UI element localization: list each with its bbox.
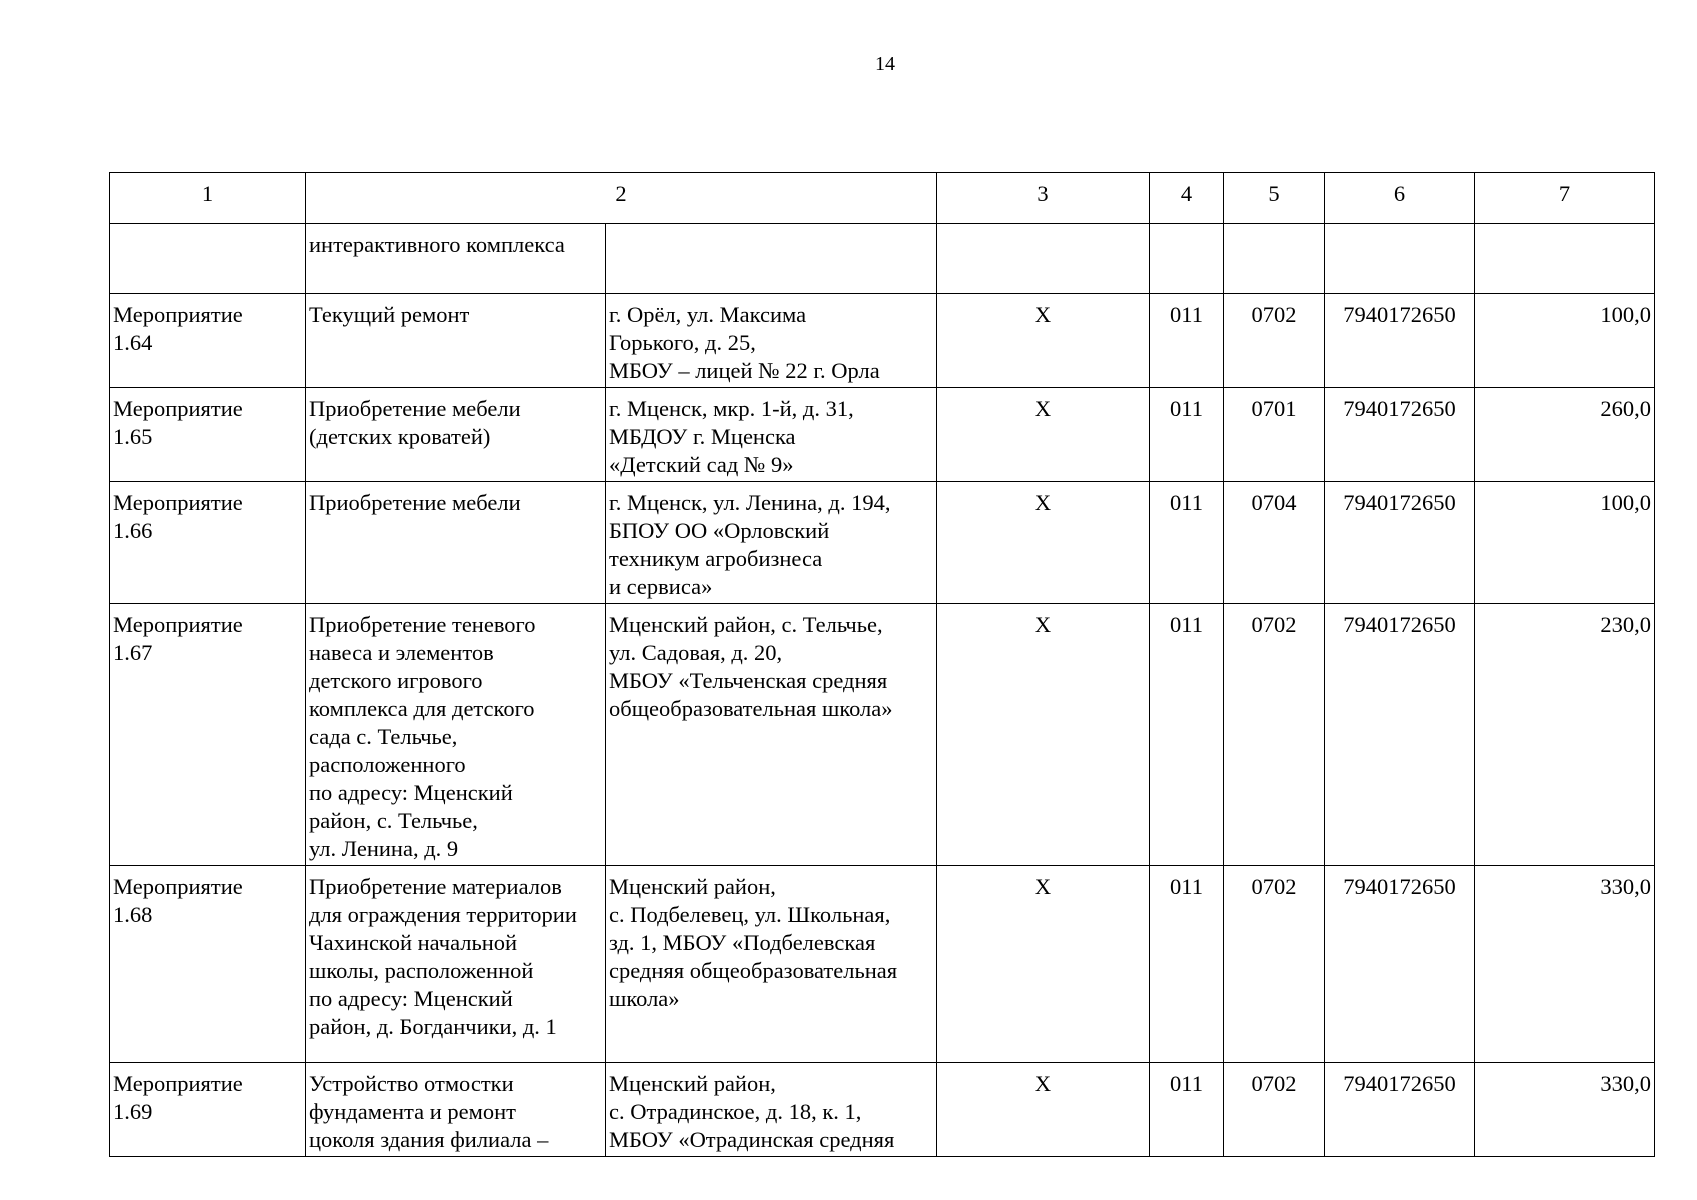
event-cell (110, 866, 306, 1063)
description-line: район, с. Тельчье, (309, 808, 478, 833)
col7-cell: 330,0 (1475, 1063, 1655, 1157)
description-cell (306, 482, 606, 604)
col3-cell: Х (937, 388, 1150, 482)
description-line: Приобретение мебели (309, 490, 521, 515)
table-row (110, 604, 1655, 866)
event-cell (110, 1063, 306, 1157)
event-cell (110, 482, 306, 604)
col7-cell: 230,0 (1475, 604, 1655, 866)
address-line: Мценский район, (609, 1071, 776, 1096)
table-row (110, 1063, 1655, 1157)
address-cell (606, 224, 937, 294)
col7-cell: 330,0 (1475, 866, 1655, 1063)
description-line: сада с. Тельчье, (309, 724, 458, 749)
description-cell (306, 604, 606, 866)
address-line: средняя общеобразовательная (609, 958, 898, 983)
col4-cell: 011 (1150, 482, 1224, 604)
address-cell (606, 482, 937, 604)
table-row (110, 294, 1655, 388)
col4-cell (1150, 224, 1224, 294)
col6-cell: 7940172650 (1325, 482, 1475, 604)
address-line: зд. 1, МБОУ «Подбелевская (609, 930, 876, 955)
col4-cell: 011 (1150, 866, 1224, 1063)
address-line: Мценский район, с. Тельчье, (609, 612, 883, 637)
description-line: по адресу: Мценский (309, 986, 513, 1011)
col7-cell (1475, 224, 1655, 294)
description-line: Текущий ремонт (309, 302, 470, 327)
address-line: с. Подбелевец, ул. Школьная, (609, 902, 891, 927)
description-line: расположенного (309, 752, 466, 777)
address-line: Горького, д. 25, (609, 330, 756, 355)
header-cell: 6 (1325, 173, 1475, 224)
col3-cell (937, 224, 1150, 294)
address-line: МБОУ «Отрадинская средняя (609, 1127, 895, 1152)
address-cell (606, 294, 937, 388)
description-line: навеса и элементов (309, 640, 494, 665)
description-line: район, д. Богданчики, д. 1 (309, 1014, 557, 1039)
event-line: 1.68 (113, 902, 153, 927)
event-line: 1.66 (113, 518, 153, 543)
description-line: Приобретение мебели (309, 396, 521, 421)
col4-cell: 011 (1150, 1063, 1224, 1157)
address-cell (606, 1063, 937, 1157)
col3-cell: Х (937, 294, 1150, 388)
description-line: (детских кроватей) (309, 424, 491, 449)
col5-cell: 0702 (1224, 1063, 1325, 1157)
col4-cell: 011 (1150, 294, 1224, 388)
continuation-row (110, 224, 1655, 294)
description-cell (306, 1063, 606, 1157)
address-cell (606, 388, 937, 482)
address-cell (606, 604, 937, 866)
budget-table (109, 172, 1655, 1157)
address-line: и сервиса» (609, 574, 713, 599)
event-cell (110, 388, 306, 482)
event-line: Мероприятие (113, 302, 243, 327)
event-line: Мероприятие (113, 874, 243, 899)
description-line: Устройство отмостки (309, 1071, 514, 1096)
address-line: Мценский район, (609, 874, 776, 899)
description-line: для ограждения территории (309, 902, 577, 927)
col4-cell: 011 (1150, 604, 1224, 866)
col6-cell: 7940172650 (1325, 604, 1475, 866)
event-line: 1.69 (113, 1099, 153, 1124)
table-row (110, 388, 1655, 482)
col5-cell: 0702 (1224, 866, 1325, 1063)
col7-cell: 100,0 (1475, 294, 1655, 388)
col5-cell (1224, 224, 1325, 294)
address-line: МБОУ «Тельченская средняя (609, 668, 888, 693)
address-line: «Детский сад № 9» (609, 452, 794, 477)
col3-cell: Х (937, 866, 1150, 1063)
col6-cell: 7940172650 (1325, 866, 1475, 1063)
header-cell: 5 (1224, 173, 1325, 224)
description-line: детского игрового (309, 668, 483, 693)
event-line: 1.67 (113, 640, 153, 665)
address-line: общеобразовательная школа» (609, 696, 893, 721)
address-line: БПОУ ОО «Орловский (609, 518, 830, 543)
description-line: Чахинской начальной (309, 930, 518, 955)
event-line: Мероприятие (113, 490, 243, 515)
description-line: цоколя здания филиала – (309, 1127, 549, 1152)
address-line: г. Мценск, ул. Ленина, д. 194, (609, 490, 891, 515)
description-line: ул. Ленина, д. 9 (309, 836, 459, 861)
col3-cell: Х (937, 1063, 1150, 1157)
description-cell (306, 866, 606, 1063)
header-cell: 7 (1475, 173, 1655, 224)
description-line: фундамента и ремонт (309, 1099, 516, 1124)
col6-cell: 7940172650 (1325, 1063, 1475, 1157)
address-cell (606, 866, 937, 1063)
col7-cell: 260,0 (1475, 388, 1655, 482)
col4-cell: 011 (1150, 388, 1224, 482)
description-cell (306, 224, 606, 294)
address-line: школа» (609, 986, 680, 1011)
header-cell: 1 (110, 173, 306, 224)
col6-cell: 7940172650 (1325, 294, 1475, 388)
table-row (110, 866, 1655, 1063)
col6-cell: 7940172650 (1325, 388, 1475, 482)
header-row (110, 173, 1655, 224)
address-line: г. Орёл, ул. Максима (609, 302, 807, 327)
col5-cell: 0704 (1224, 482, 1325, 604)
col5-cell: 0701 (1224, 388, 1325, 482)
address-line: г. Мценск, мкр. 1-й, д. 31, (609, 396, 854, 421)
col5-cell: 0702 (1224, 604, 1325, 866)
description-line: Приобретение теневого (309, 612, 536, 637)
description-line: интерактивного комплекса (309, 232, 565, 257)
page-number: 14 (875, 53, 895, 75)
event-line: Мероприятие (113, 1071, 243, 1096)
description-line: школы, расположенной (309, 958, 534, 983)
address-line: техникум агробизнеса (609, 546, 823, 571)
address-line: с. Отрадинское, д. 18, к. 1, (609, 1099, 862, 1124)
header-cell: 2 (306, 173, 937, 224)
col3-cell: Х (937, 604, 1150, 866)
col3-cell: Х (937, 482, 1150, 604)
event-cell (110, 294, 306, 388)
description-line: комплекса для детского (309, 696, 535, 721)
address-line: МБДОУ г. Мценска (609, 424, 796, 449)
col7-cell: 100,0 (1475, 482, 1655, 604)
event-line: 1.65 (113, 424, 153, 449)
description-line: по адресу: Мценский (309, 780, 513, 805)
event-line: Мероприятие (113, 396, 243, 421)
col5-cell: 0702 (1224, 294, 1325, 388)
address-line: МБОУ – лицей № 22 г. Орла (609, 358, 880, 383)
description-cell (306, 294, 606, 388)
description-cell (306, 388, 606, 482)
description-line: Приобретение материалов (309, 874, 562, 899)
event-cell (110, 604, 306, 866)
table-row (110, 482, 1655, 604)
col6-cell (1325, 224, 1475, 294)
address-line: ул. Садовая, д. 20, (609, 640, 783, 665)
event-line: Мероприятие (113, 612, 243, 637)
header-cell: 4 (1150, 173, 1224, 224)
event-cell (110, 224, 306, 294)
event-line: 1.64 (113, 330, 153, 355)
header-cell: 3 (937, 173, 1150, 224)
